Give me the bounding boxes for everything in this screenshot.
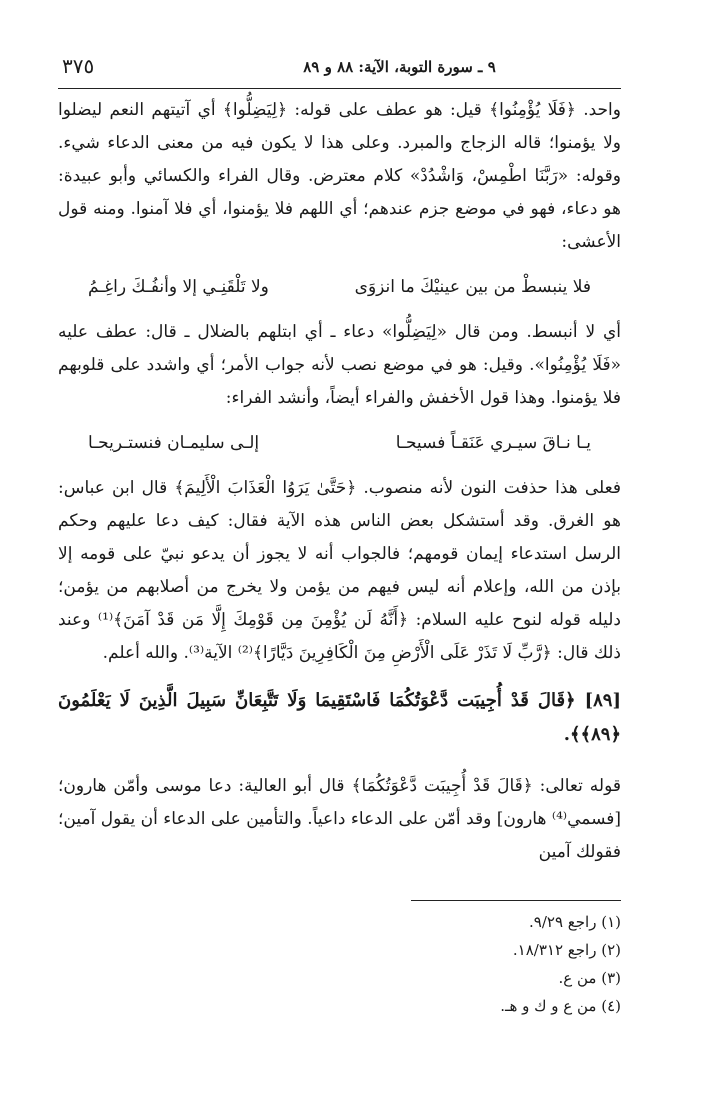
hemistich-right: يـا نـاقَ سيـري عَنَقـاً فسيحـا bbox=[395, 433, 591, 453]
page-body bbox=[58, 94, 621, 869]
hemistich-left: إلـى سليمـان فنستـريحـا bbox=[88, 433, 260, 453]
hemistich-left: ولا تَلْقَنِـي إلا وأنفُـكَ راغِـمُ bbox=[88, 277, 269, 297]
footnote-4: (٤) من ع و ك و هـ. bbox=[500, 997, 621, 1015]
page-header bbox=[58, 52, 621, 89]
footnote-2: (٢) راجع ١٨/٣١٢. bbox=[512, 941, 621, 959]
paragraph-4: قوله تعالى: ﴿قَالَ قَدْ أُجِيبَت دَّعْوَتُكُمَا﴾ قال أبو العالية: دعا موسى وأمّن هارون؛ [فسمي⁽⁴⁾ هارون] وقد أمّن على الدعاء داعياً. والتأمين على الدعاء أن يقول آمين؛ فقولك آمين bbox=[58, 776, 621, 862]
hemistich-right: فلا ينبسطْ من بين عينيْكَ ما انزوَى bbox=[354, 277, 591, 297]
paragraph-1: واحد. ﴿فَلَا يُؤْمِنُوا﴾ قيل: هو عطف على قوله: ﴿لِيَضِلُّوا﴾ أي آتيتهم النعم ليضلوا ولا يؤمنوا؛ قاله الزجاج والمبرد. وعلى هذا لا يكون فيه من معنى الدعاء شيء. وقوله: «رَبَّنَا اطْمِسْ، وَاشْدُدْ» كلام معترض. وقال الفراء والكسائي وأبو عبيدة: هو دعاء، فهو في موضع جزم عندهم؛ أي اللهم فلا يؤمنوا، أي فلا آمنوا. ومنه قول الأعشى: bbox=[58, 100, 621, 252]
footnote-1: (١) راجع ٩/٢٩. bbox=[529, 913, 621, 931]
poem-line-2 bbox=[88, 427, 591, 460]
footnote-divider bbox=[411, 900, 621, 901]
poem-line-1 bbox=[88, 271, 591, 304]
paragraph-2: أي لا أنبسط. ومن قال «لِيَضِلُّوا» دعاء ـ أي ابتلهم بالضلال ـ قال: عطف عليه «فَلَا يُؤْمِنُوا». وقيل: هو في موضع نصب لأنه جواب الأمر؛ أي واشدد على قلوبهم فلا يؤمنوا. وهذا قول الأخفش والفراء أيضاً، وأنشد الفراء: bbox=[58, 322, 621, 408]
page-number: ٣٧٥ bbox=[62, 54, 95, 78]
footnote-3: (٣) من ع. bbox=[558, 969, 621, 987]
paragraph-3: فعلى هذا حذفت النون لأنه منصوب. ﴿حَتَّىٰ يَرَوُا الْعَذَابَ الْأَلِيمَ﴾ قال ابن عباس: هو الغرق. وقد أستشكل بعض الناس هذه الآية فقال: كيف دعا عليهم وحكم الرسل استدعاء إيمان قومهم؛ فالجواب أنه لا يجوز أن يدعو نبيّ على قومه إلا بإذن من الله، وإعلام أنه ليس فيهم من يؤمن ولا يخرج من أصلابهم من يؤمن؛ دليله قوله لنوح عليه السلام: ﴿أَنَّهُ لَن يُؤْمِنَ مِن قَوْمِكَ إِلَّا مَن قَدْ آمَنَ﴾⁽¹⁾ وعند ذلك قال: ﴿رَّبِّ لَا تَذَرْ عَلَى الْأَرْضِ مِنَ الْكَافِرِينَ دَيَّارًا﴾⁽²⁾ الآية⁽³⁾. والله أعلم. bbox=[58, 478, 621, 663]
quran-verse-89: [٨٩] ﴿قَالَ قَدْ أُجِيبَت دَّعْوَتُكُمَا فَاسْتَقِيمَا وَلَا تَتَّبِعَانِّ سَبِيلَ الَّذِينَ لَا يَعْلَمُونَ ﴿٨٩﴾﴾. bbox=[58, 690, 621, 745]
footnotes bbox=[500, 908, 621, 1020]
running-title: ٩ ـ سورة التوبة، الآية: ٨٨ و ٨٩ bbox=[303, 58, 496, 76]
